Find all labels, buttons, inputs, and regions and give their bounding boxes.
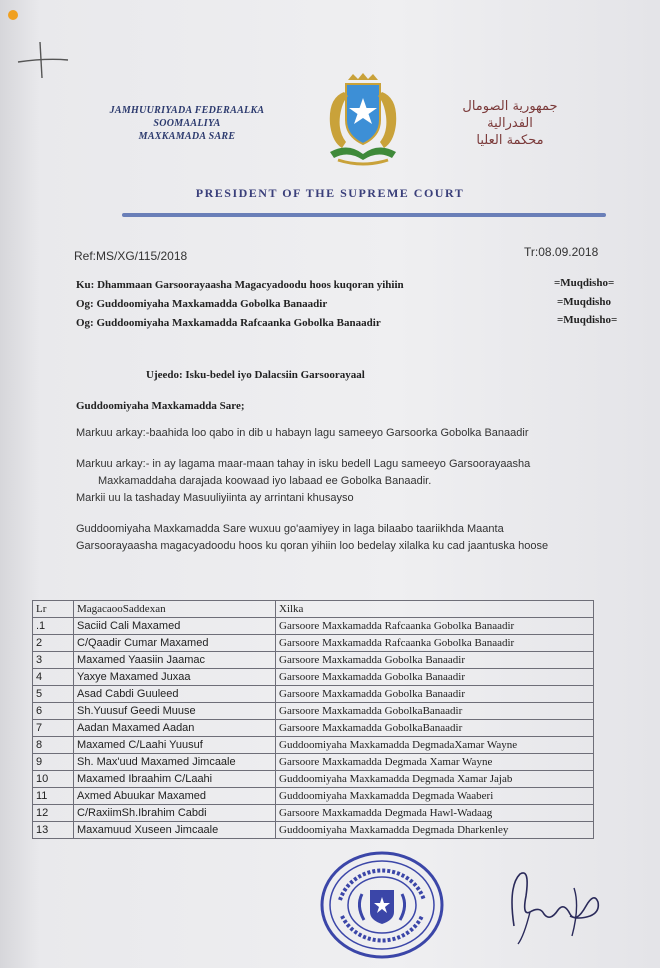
table-row bbox=[33, 771, 594, 788]
table-row bbox=[33, 805, 594, 822]
table-row bbox=[33, 669, 594, 686]
position-cell: Garsoore Maxkamadda Gobolka Banaadir bbox=[276, 652, 594, 669]
reference-number: Ref:MS/XG/115/2018 bbox=[74, 249, 188, 263]
table-row bbox=[33, 703, 594, 720]
name-cell: Aadan Maxamed Aadan bbox=[74, 720, 276, 737]
page-title: PRESIDENT OF THE SUPREME COURT bbox=[195, 186, 465, 200]
table-row bbox=[33, 737, 594, 754]
body-paragraph: Maxkamaddaha darajada koowaad iyo labaad ee Gobolka Banaadir. bbox=[98, 475, 432, 487]
letter-date: Tr:08.09.2018 bbox=[524, 245, 599, 259]
body-paragraph: Garsoorayaasha magacyadoodu hoos ku qoran yihiin loo bedelay xilalka ku cad jaantuska hoose bbox=[76, 540, 549, 552]
recipient-place: =Muqdisho bbox=[557, 296, 611, 308]
table-row bbox=[33, 618, 594, 635]
subject-line: Ujeedo: Isku-bedel iyo Dalacsiin Garsoorayaal bbox=[146, 369, 365, 381]
position-cell: Garsoore Maxkamadda GobolkaBanaadir bbox=[276, 720, 594, 737]
row-number-cell: 10 bbox=[33, 771, 74, 788]
row-number-cell: 3 bbox=[33, 652, 74, 669]
table-row bbox=[33, 788, 594, 805]
row-number-cell: 11 bbox=[33, 788, 74, 805]
recipient-line: Og: Guddoomiyaha Maxkamadda Rafcaanka Gobolka Banaadir bbox=[76, 317, 381, 329]
position-cell: Guddoomiyaha Maxkamadda DegmadaXamar Wayne bbox=[276, 737, 594, 754]
column-header-number: Lr bbox=[33, 601, 74, 618]
name-cell: Maxamed Ibraahim C/Laahi bbox=[74, 771, 276, 788]
header-left-line: SOOMAALIYA bbox=[153, 118, 221, 129]
row-number-cell: 2 bbox=[33, 635, 74, 652]
name-cell: Maxamuud Xuseen Jimcaale bbox=[74, 822, 276, 839]
row-number-cell: 4 bbox=[33, 669, 74, 686]
name-cell: Asad Cabdi Guuleed bbox=[74, 686, 276, 703]
table-header-row bbox=[33, 601, 594, 618]
row-number-cell: 13 bbox=[33, 822, 74, 839]
header-right-arabic bbox=[440, 98, 580, 149]
position-cell: Garsoore Maxkamadda Degmada Hawl-Wadaag bbox=[276, 805, 594, 822]
position-cell: Garsoore Maxkamadda Gobolka Banaadir bbox=[276, 669, 594, 686]
header-right-line: جمهورية الصومال bbox=[462, 99, 558, 114]
table-row bbox=[33, 754, 594, 771]
table-row bbox=[33, 822, 594, 839]
header-right-line: محكمة العليا bbox=[476, 133, 544, 148]
recipient-place: =Muqdisho= bbox=[557, 314, 618, 326]
name-cell: Maxamed C/Laahi Yuusuf bbox=[74, 737, 276, 754]
supreme-court-seal-icon bbox=[318, 850, 446, 960]
header-right-line: الفدرالية bbox=[487, 116, 533, 131]
recipient-place: =Muqdisho= bbox=[554, 277, 615, 289]
name-cell: Yaxye Maxamed Juxaa bbox=[74, 669, 276, 686]
name-cell: Saciid Cali Maxamed bbox=[74, 618, 276, 635]
position-cell: Guddoomiyaha Maxkamadda Degmada Dharkenley bbox=[276, 822, 594, 839]
body-paragraph: Markuu arkay:- in ay lagama maar-maan tahay in isku bedell Lagu sameeyo Garsoorayaasha bbox=[76, 458, 531, 470]
row-number-cell: 7 bbox=[33, 720, 74, 737]
header-divider bbox=[122, 213, 606, 217]
position-cell: Garsoore Maxkamadda Rafcaanka Gobolka Banaadir bbox=[276, 618, 594, 635]
name-cell: C/Qaadir Cumar Maxamed bbox=[74, 635, 276, 652]
row-number-cell: 5 bbox=[33, 686, 74, 703]
column-header-name: MagacaooSaddexan bbox=[74, 601, 276, 618]
table-row bbox=[33, 635, 594, 652]
row-number-cell: .1 bbox=[33, 618, 74, 635]
judges-table bbox=[32, 600, 594, 839]
row-number-cell: 12 bbox=[33, 805, 74, 822]
name-cell: Sh.Yuusuf Geedi Muuse bbox=[74, 703, 276, 720]
somalia-coat-of-arms-icon bbox=[318, 72, 408, 172]
name-cell: C/RaxiimSh.Ibrahim Cabdi bbox=[74, 805, 276, 822]
row-number-cell: 6 bbox=[33, 703, 74, 720]
table-row bbox=[33, 652, 594, 669]
salutation: Guddoomiyaha Maxkamadda Sare; bbox=[76, 400, 245, 412]
position-cell: Guddoomiyaha Maxkamadda Degmada Waaberi bbox=[276, 788, 594, 805]
position-cell: Garsoore Maxkamadda Gobolka Banaadir bbox=[276, 686, 594, 703]
body-paragraph: Markii uu la tashaday Masuuliyiinta ay arrintani khusayso bbox=[76, 492, 354, 504]
position-cell: Garsoore Maxkamadda GobolkaBanaadir bbox=[276, 703, 594, 720]
header-left-line: MAXKAMADA SARE bbox=[138, 131, 236, 142]
position-cell: Garsoore Maxkamadda Degmada Xamar Wayne bbox=[276, 754, 594, 771]
position-cell: Guddoomiyaha Maxkamadda Degmada Xamar Jajab bbox=[276, 771, 594, 788]
body-paragraph: Markuu arkay:-baahida loo qabo in dib u habayn lagu sameeyo Garsoorka Gobolka Banaadir bbox=[76, 427, 529, 439]
name-cell: Maxamed Yaasiin Jaamac bbox=[74, 652, 276, 669]
handwritten-cross-mark bbox=[16, 40, 76, 80]
orange-dot-mark bbox=[8, 10, 18, 20]
table-row bbox=[33, 720, 594, 737]
table-row bbox=[33, 686, 594, 703]
name-cell: Axmed Abuukar Maxamed bbox=[74, 788, 276, 805]
row-number-cell: 9 bbox=[33, 754, 74, 771]
name-cell: Sh. Max'uud Maxamed Jimcaale bbox=[74, 754, 276, 771]
recipient-line: Og: Guddoomiyaha Maxkamadda Gobolka Banaadir bbox=[76, 298, 328, 310]
column-header-position: Xilka bbox=[276, 601, 594, 618]
handwritten-signature bbox=[500, 866, 610, 948]
header-left-somali bbox=[92, 104, 282, 143]
recipient-line: Ku: Dhammaan Garsoorayaasha Magacyadoodu hoos kuqoran yihiin bbox=[76, 279, 404, 291]
header-left-line: JAMHUURIYADA FEDERAALKA bbox=[109, 105, 265, 116]
row-number-cell: 8 bbox=[33, 737, 74, 754]
position-cell: Garsoore Maxkamadda Rafcaanka Gobolka Banaadir bbox=[276, 635, 594, 652]
body-paragraph: Guddoomiyaha Maxkamadda Sare wuxuu go'aamiyey in laga bilaabo taariikhda Maanta bbox=[76, 523, 504, 535]
